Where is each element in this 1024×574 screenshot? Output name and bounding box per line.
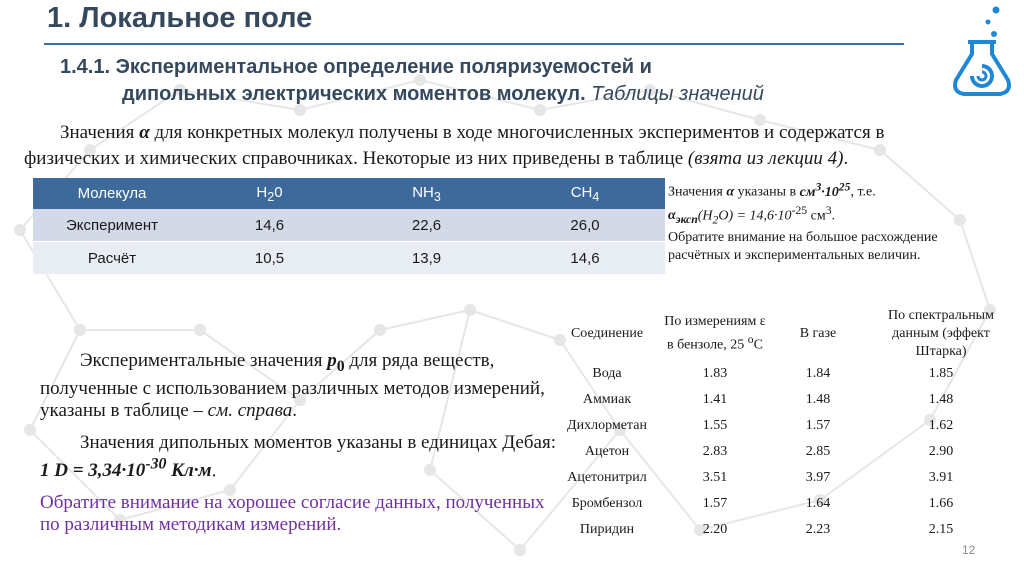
table-cell: Расчёт — [33, 242, 191, 275]
dipole-paragraph-2: Значения дипольных моментов указаны в единицах Дебая: 1 $D = 3,34\cdot 10^{-30}$ Кл·м. — [40, 431, 556, 482]
table-row — [558, 517, 1020, 543]
table-cell: 2.20 — [702, 522, 728, 537]
table-cell: 2.85 — [805, 444, 831, 459]
header-gas: В газе — [799, 326, 837, 341]
table-cell: Дихлорметан — [567, 418, 647, 433]
subtitle-line2-text: дипольных электрических моментов молекул. — [122, 83, 586, 105]
table-cell: 13,9 — [348, 242, 505, 275]
table-row — [558, 491, 1020, 517]
agreement-note: Обратите внимание на хорошее согласие данных, полученных по различным методикам измерений. — [40, 492, 545, 536]
header-nh3: $NH_3$ — [348, 178, 505, 209]
note-remark: Обратите внимание на большое расхождение расчётных и экспериментальных величин. — [668, 230, 938, 264]
left-text-block — [40, 350, 560, 546]
table-cell: 22,6 — [348, 209, 505, 242]
table-cell: 14,6 — [191, 209, 348, 242]
table-row — [33, 209, 665, 242]
table-cell: Пиридин — [579, 522, 635, 537]
table-row — [558, 439, 1020, 465]
table-cell: 3.97 — [805, 470, 831, 485]
intro-text-1: Значения — [60, 122, 140, 143]
header-benzene: По измерениям ε в бензоле, 25 $^o$C — [664, 314, 766, 353]
table-cell: 1.64 — [805, 496, 831, 511]
table-cell: 1.85 — [928, 366, 954, 381]
table-cell: 1.62 — [928, 418, 954, 433]
header-molecule: Молекула — [33, 178, 191, 209]
table-cell: Ацетонитрил — [567, 470, 647, 485]
table-cell: 2.83 — [702, 444, 728, 459]
table-cell: Аммиак — [582, 392, 632, 407]
slide-subtitle — [60, 54, 960, 108]
header-ch4: $CH_4$ — [505, 178, 665, 209]
table-cell: 1.55 — [702, 418, 728, 433]
table-row — [558, 413, 1020, 439]
header-stark: По спектральным данным (эффект Штарка) — [888, 308, 994, 359]
dipole-header-row — [558, 307, 1020, 361]
formula-line: $\alpha_{эксп}(H_2O) = 14,6\cdot 10^{-25}$ $см^3$. — [668, 203, 836, 227]
dipole-paragraph-1: Экспериментальные значения $p_0$ для ряда веществ, полученные с использованием различных методов измерений, указаны в таблице – см. справа. — [40, 350, 545, 421]
intro-end: . — [843, 148, 849, 169]
table-cell: 1.48 — [805, 392, 831, 407]
table-cell: 10,5 — [191, 242, 348, 275]
table-cell: 3.91 — [928, 470, 954, 485]
subtitle-italic: Таблицы значений — [591, 83, 764, 105]
intro-text — [24, 120, 984, 172]
table-cell: 1.41 — [702, 392, 728, 407]
table-cell: 2.15 — [928, 522, 954, 537]
intro-paragraph — [24, 120, 984, 172]
table-cell: 1.57 — [805, 418, 831, 433]
table-cell: 2.23 — [805, 522, 831, 537]
table-cell: 26,0 — [505, 209, 665, 242]
table-row — [33, 242, 665, 275]
table-cell: 3.51 — [702, 470, 728, 485]
table-cell: 1.66 — [928, 496, 954, 511]
table-row — [558, 387, 1020, 413]
dipole-table — [558, 307, 1020, 543]
table-row — [558, 361, 1020, 387]
units-note — [668, 178, 968, 265]
table-cell: Ацетон — [584, 444, 630, 459]
table-cell: Вода — [592, 366, 622, 381]
intro-text-2: для конкретных молекул получены в ходе многочисленных экспериментов и содержатся в физических и химических справочниках. Некоторые из них приведены в таблице — [24, 122, 885, 169]
table-cell: Бромбензол — [571, 496, 643, 511]
polarizability-table — [33, 178, 665, 275]
header-h2o: $H_20$ — [191, 178, 348, 209]
table-cell: Эксперимент — [33, 209, 191, 242]
intro-reference: (взята из лекции 4) — [687, 148, 844, 169]
flask-logo-icon — [946, 4, 1018, 100]
table-cell: 1.57 — [702, 496, 728, 511]
table-cell: 2.90 — [928, 444, 954, 459]
table-cell: 1.48 — [928, 392, 954, 407]
page-number: 12 — [962, 543, 976, 557]
title-underline — [44, 43, 904, 45]
subtitle-line1: 1.4.1. Экспериментальное определение поляризуемостей и — [60, 56, 652, 78]
subtitle-line2 — [60, 81, 960, 108]
table-cell: 14,6 — [505, 242, 665, 275]
alpha-symbol: α — [139, 122, 150, 143]
slide-title: 1. Локальное поле — [47, 2, 313, 34]
units-line: Значения α указаны в $см^3\cdot 10^{25}$, т.е. — [668, 180, 876, 200]
table-header-row — [33, 178, 665, 209]
header-compound: Соединение — [570, 326, 644, 341]
table-cell: 1.84 — [805, 366, 831, 381]
table-row — [558, 465, 1020, 491]
table-cell: 1.83 — [702, 366, 728, 381]
